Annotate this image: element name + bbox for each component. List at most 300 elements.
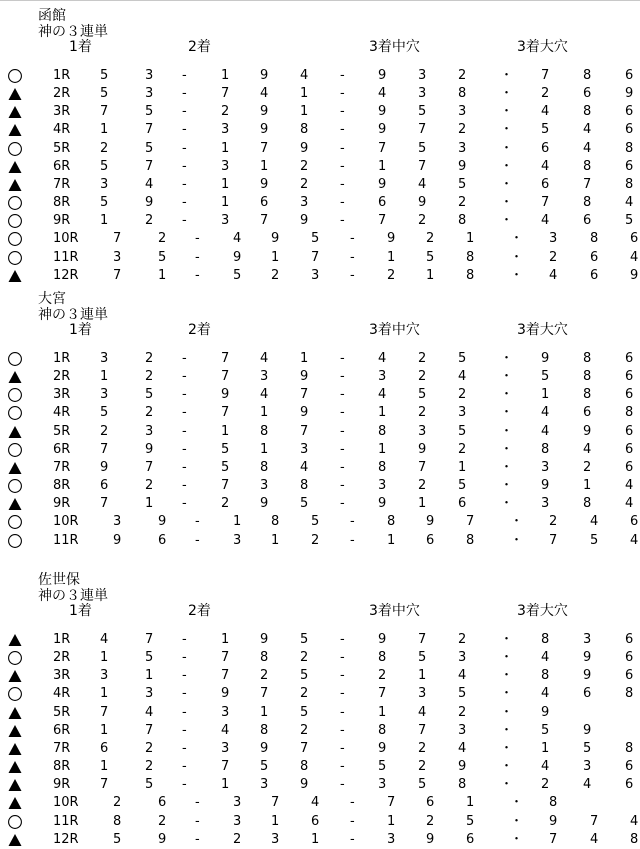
second-place-pick: 3 — [311, 267, 320, 283]
circle-mark-icon — [7, 478, 23, 494]
third-big-longshot-pick: 2 — [549, 249, 558, 265]
third-mid-longshot-pick: 1 — [387, 532, 396, 548]
third-big-longshot-pick: 6 — [625, 122, 634, 138]
second-place-pick: 7 — [221, 650, 230, 666]
race-number: 3R — [53, 104, 71, 120]
second-place-pick: 5 — [311, 231, 320, 247]
triangle-mark-icon — [7, 705, 23, 721]
third-mid-longshot-pick: 9 — [378, 176, 387, 192]
third-mid-longshot-pick: 3 — [378, 777, 387, 793]
third-big-longshot-pick: 7 — [549, 532, 558, 548]
third-mid-longshot-pick: 2 — [418, 213, 427, 229]
third-mid-longshot-pick: 8 — [378, 722, 387, 738]
separator-dash: - — [340, 68, 345, 83]
first-place-pick: 9 — [158, 831, 167, 847]
third-mid-longshot-pick: 1 — [387, 813, 396, 829]
second-place-pick: 9 — [260, 68, 269, 83]
third-big-longshot-pick: 8 — [541, 668, 550, 684]
first-place-pick: 1 — [100, 369, 109, 385]
separator-dot: ・ — [500, 176, 514, 192]
third-big-longshot-pick: 6 — [625, 668, 634, 684]
first-place-pick: 7 — [145, 122, 154, 138]
first-place-pick: 7 — [100, 704, 109, 720]
first-place-pick: 7 — [113, 231, 122, 247]
separator-dash: - — [182, 668, 187, 684]
separator-dot: ・ — [500, 441, 514, 457]
second-place-pick: 3 — [260, 369, 269, 385]
third-big-longshot-pick: 6 — [625, 158, 634, 174]
race-row — [0, 194, 640, 212]
third-big-longshot-pick: 3 — [541, 459, 550, 475]
second-place-pick: 7 — [221, 351, 230, 366]
third-big-longshot-pick: 8 — [541, 632, 550, 647]
separator-dot: ・ — [510, 831, 524, 847]
separator-dot: ・ — [500, 122, 514, 138]
second-place-pick: 8 — [300, 759, 309, 775]
third-mid-longshot-pick: 1 — [378, 704, 387, 720]
separator-dot: ・ — [510, 267, 524, 283]
race-number: 9R — [53, 496, 71, 512]
separator-dot: ・ — [500, 740, 514, 756]
race-row — [0, 441, 640, 459]
column-header-first: 1着 — [69, 322, 92, 338]
third-mid-longshot-pick: 4 — [378, 351, 387, 366]
separator-dash: - — [195, 249, 200, 265]
race-number: 7R — [53, 176, 71, 192]
column-header-big: 3着大穴 — [517, 603, 568, 619]
venue-name: 函館 — [38, 8, 66, 24]
separator-dash: - — [182, 686, 187, 702]
race-row — [0, 667, 640, 685]
race-number: 4R — [53, 686, 71, 702]
third-mid-longshot-pick: 2 — [378, 668, 387, 684]
second-place-pick: 3 — [260, 777, 269, 793]
third-mid-longshot-pick: 8 — [378, 423, 387, 439]
second-place-pick: 4 — [300, 459, 309, 475]
separator-dot: ・ — [500, 104, 514, 120]
separator-dash: - — [350, 813, 355, 829]
circle-mark-icon — [7, 68, 23, 84]
second-place-pick: 3 — [221, 213, 230, 229]
third-mid-longshot-pick: 9 — [426, 514, 435, 530]
second-place-pick: 4 — [300, 68, 309, 83]
third-big-longshot-pick: 4 — [541, 423, 550, 439]
race-number: 8R — [53, 195, 71, 211]
separator-dash: - — [195, 514, 200, 530]
separator-dash: - — [340, 478, 345, 494]
first-place-pick: 3 — [100, 387, 109, 403]
race-row — [0, 740, 640, 758]
second-place-pick: 7 — [221, 369, 230, 385]
second-place-pick: 2 — [311, 532, 320, 548]
separator-dash: - — [182, 140, 187, 156]
separator-dot: ・ — [500, 213, 514, 229]
third-mid-longshot-pick: 2 — [458, 122, 467, 138]
first-place-pick: 3 — [145, 423, 154, 439]
separator-dot: ・ — [500, 140, 514, 156]
third-mid-longshot-pick: 2 — [458, 441, 467, 457]
section-subtitle: 神の３連単 — [38, 588, 108, 604]
third-big-longshot-pick: 5 — [625, 213, 634, 229]
second-place-pick: 1 — [271, 532, 280, 548]
first-place-pick: 7 — [100, 441, 109, 457]
third-mid-longshot-pick: 7 — [418, 722, 427, 738]
race-row — [0, 631, 640, 649]
race-row — [0, 477, 640, 495]
first-place-pick: 2 — [145, 351, 154, 366]
third-big-longshot-pick: 1 — [583, 478, 592, 494]
third-big-longshot-pick: 3 — [583, 759, 592, 775]
second-place-pick: 1 — [300, 104, 309, 120]
separator-dot: ・ — [500, 478, 514, 494]
first-place-pick: 3 — [145, 686, 154, 702]
separator-dot: ・ — [500, 158, 514, 174]
third-big-longshot-pick: 5 — [541, 722, 550, 738]
race-number: 12R — [53, 267, 79, 283]
third-big-longshot-pick: 4 — [549, 267, 558, 283]
first-place-pick: 6 — [158, 532, 167, 548]
first-place-pick: 3 — [145, 68, 154, 83]
third-big-longshot-pick: 3 — [541, 496, 550, 512]
third-mid-longshot-pick: 3 — [418, 86, 427, 102]
triangle-mark-icon — [7, 759, 23, 775]
section-subtitle: 神の３連単 — [38, 24, 108, 40]
separator-dash: - — [340, 195, 345, 211]
third-mid-longshot-pick: 6 — [426, 532, 435, 548]
third-mid-longshot-pick: 1 — [466, 231, 475, 247]
first-place-pick: 2 — [100, 140, 109, 156]
second-place-pick: 1 — [300, 351, 309, 366]
third-mid-longshot-pick: 1 — [387, 249, 396, 265]
second-place-pick: 3 — [300, 441, 309, 457]
second-place-pick: 1 — [260, 158, 269, 174]
race-row — [0, 249, 640, 267]
second-place-pick: 4 — [233, 231, 242, 247]
separator-dash: - — [340, 777, 345, 793]
third-big-longshot-pick: 6 — [541, 176, 550, 192]
separator-dash: - — [182, 68, 187, 83]
third-big-longshot-pick: 6 — [625, 632, 634, 647]
separator-dash: - — [182, 122, 187, 138]
third-mid-longshot-pick: 9 — [387, 231, 396, 247]
separator-dash: - — [195, 231, 200, 247]
column-header-mid: 3着中穴 — [369, 39, 420, 55]
second-place-pick: 9 — [260, 740, 269, 756]
second-place-pick: 9 — [300, 213, 309, 229]
third-mid-longshot-pick: 7 — [378, 213, 387, 229]
third-mid-longshot-pick: 8 — [458, 213, 467, 229]
separator-dash: - — [350, 249, 355, 265]
third-mid-longshot-pick: 1 — [418, 668, 427, 684]
separator-dash: - — [182, 704, 187, 720]
column-header-second: 2着 — [188, 39, 211, 55]
third-big-longshot-pick: 6 — [583, 686, 592, 702]
race-row — [0, 794, 640, 812]
separator-dot: ・ — [500, 351, 514, 366]
third-mid-longshot-pick: 3 — [458, 140, 467, 156]
first-place-pick: 3 — [100, 668, 109, 684]
triangle-mark-icon — [7, 268, 23, 284]
third-mid-longshot-pick: 5 — [458, 351, 467, 366]
first-place-pick: 7 — [100, 496, 109, 512]
first-place-pick: 6 — [158, 795, 167, 811]
second-place-pick: 1 — [233, 514, 242, 530]
second-place-pick: 7 — [271, 795, 280, 811]
second-place-pick: 3 — [233, 795, 242, 811]
separator-dash: - — [340, 387, 345, 403]
triangle-mark-icon — [7, 777, 23, 793]
second-place-pick: 1 — [260, 704, 269, 720]
second-place-pick: 7 — [221, 759, 230, 775]
column-header-first: 1着 — [69, 603, 92, 619]
first-place-pick: 1 — [100, 650, 109, 666]
separator-dash: - — [340, 650, 345, 666]
second-place-pick: 2 — [300, 686, 309, 702]
first-place-pick: 3 — [113, 514, 122, 530]
third-mid-longshot-pick: 9 — [418, 441, 427, 457]
second-place-pick: 6 — [311, 813, 320, 829]
race-row — [0, 685, 640, 703]
separator-dash: - — [182, 740, 187, 756]
separator-dash: - — [195, 813, 200, 829]
third-mid-longshot-pick: 1 — [458, 459, 467, 475]
race-number: 7R — [53, 459, 71, 475]
third-big-longshot-pick: 8 — [583, 387, 592, 403]
separator-dash: - — [195, 795, 200, 811]
second-place-pick: 9 — [221, 686, 230, 702]
third-mid-longshot-pick: 5 — [418, 387, 427, 403]
race-number: 2R — [53, 86, 71, 102]
race-row — [0, 267, 640, 285]
race-row — [0, 176, 640, 194]
race-number: 10R — [53, 514, 79, 530]
third-big-longshot-pick: 3 — [583, 632, 592, 647]
second-place-pick: 9 — [260, 632, 269, 647]
separator-dot: ・ — [510, 532, 524, 548]
second-place-pick: 2 — [260, 668, 269, 684]
second-place-pick: 1 — [221, 68, 230, 83]
third-big-longshot-pick: 5 — [583, 740, 592, 756]
second-place-pick: 9 — [300, 405, 309, 421]
third-mid-longshot-pick: 9 — [426, 831, 435, 847]
third-big-longshot-pick: 9 — [630, 267, 639, 283]
third-mid-longshot-pick: 4 — [458, 369, 467, 385]
third-big-longshot-pick: 8 — [590, 231, 599, 247]
triangle-mark-icon — [7, 496, 23, 512]
third-big-longshot-pick: 4 — [541, 759, 550, 775]
circle-mark-icon — [7, 195, 23, 211]
triangle-mark-icon — [7, 369, 23, 385]
separator-dash: - — [182, 176, 187, 192]
separator-dash: - — [182, 441, 187, 457]
triangle-mark-icon — [7, 741, 23, 757]
race-row — [0, 423, 640, 441]
third-big-longshot-pick: 8 — [625, 740, 634, 756]
separator-dash: - — [182, 777, 187, 793]
circle-mark-icon — [7, 231, 23, 247]
race-row — [0, 649, 640, 667]
second-place-pick: 2 — [300, 176, 309, 192]
separator-dash: - — [182, 351, 187, 366]
third-mid-longshot-pick: 7 — [418, 158, 427, 174]
third-big-longshot-pick: 6 — [590, 249, 599, 265]
second-place-pick: 7 — [300, 423, 309, 439]
second-place-pick: 1 — [221, 176, 230, 192]
separator-dash: - — [350, 831, 355, 847]
race-row — [0, 722, 640, 740]
separator-dash: - — [182, 195, 187, 211]
third-big-longshot-pick: 6 — [541, 140, 550, 156]
first-place-pick: 2 — [145, 759, 154, 775]
race-row — [0, 513, 640, 531]
third-mid-longshot-pick: 1 — [378, 441, 387, 457]
second-place-pick: 7 — [221, 668, 230, 684]
third-mid-longshot-pick: 4 — [378, 86, 387, 102]
third-mid-longshot-pick: 8 — [458, 777, 467, 793]
third-big-longshot-pick: 6 — [625, 387, 634, 403]
second-place-pick: 9 — [221, 387, 230, 403]
third-mid-longshot-pick: 2 — [426, 813, 435, 829]
third-big-longshot-pick: 2 — [541, 86, 550, 102]
triangle-mark-icon — [7, 832, 23, 848]
third-big-longshot-pick: 9 — [549, 813, 558, 829]
first-place-pick: 2 — [145, 369, 154, 385]
second-place-pick: 1 — [260, 405, 269, 421]
race-number: 11R — [53, 249, 79, 265]
third-mid-longshot-pick: 9 — [418, 195, 427, 211]
third-mid-longshot-pick: 2 — [418, 351, 427, 366]
first-place-pick: 9 — [113, 532, 122, 548]
third-mid-longshot-pick: 5 — [466, 813, 475, 829]
first-place-pick: 2 — [100, 423, 109, 439]
second-place-pick: 5 — [300, 496, 309, 512]
triangle-mark-icon — [7, 86, 23, 102]
third-big-longshot-pick: 6 — [625, 759, 634, 775]
third-big-longshot-pick: 9 — [583, 423, 592, 439]
race-row — [0, 704, 640, 722]
third-big-longshot-pick: 4 — [541, 686, 550, 702]
third-big-longshot-pick: 7 — [541, 195, 550, 211]
circle-mark-icon — [7, 533, 23, 549]
third-big-longshot-pick: 4 — [625, 496, 634, 512]
second-place-pick: 5 — [300, 704, 309, 720]
circle-mark-icon — [7, 405, 23, 421]
third-big-longshot-pick: 7 — [549, 831, 558, 847]
third-mid-longshot-pick: 4 — [418, 704, 427, 720]
separator-dot: ・ — [500, 496, 514, 512]
third-mid-longshot-pick: 3 — [378, 369, 387, 385]
separator-dot: ・ — [500, 68, 514, 83]
separator-dot: ・ — [500, 86, 514, 102]
third-mid-longshot-pick: 8 — [387, 514, 396, 530]
third-mid-longshot-pick: 9 — [378, 740, 387, 756]
third-mid-longshot-pick: 7 — [418, 459, 427, 475]
first-place-pick: 1 — [100, 213, 109, 229]
third-big-longshot-pick: 9 — [583, 650, 592, 666]
second-place-pick: 9 — [300, 140, 309, 156]
third-mid-longshot-pick: 8 — [466, 532, 475, 548]
first-place-pick: 5 — [100, 158, 109, 174]
first-place-pick: 9 — [158, 514, 167, 530]
race-row — [0, 230, 640, 248]
third-big-longshot-pick: 4 — [583, 777, 592, 793]
third-big-longshot-pick: 4 — [590, 514, 599, 530]
third-big-longshot-pick: 5 — [541, 369, 550, 385]
race-number: 10R — [53, 231, 79, 247]
race-row — [0, 368, 640, 386]
triangle-mark-icon — [7, 795, 23, 811]
second-place-pick: 3 — [221, 158, 230, 174]
third-mid-longshot-pick: 8 — [378, 650, 387, 666]
third-mid-longshot-pick: 2 — [458, 632, 467, 647]
third-mid-longshot-pick: 4 — [458, 668, 467, 684]
third-mid-longshot-pick: 5 — [418, 140, 427, 156]
race-number: 5R — [53, 423, 71, 439]
second-place-pick: 2 — [233, 831, 242, 847]
circle-mark-icon — [7, 686, 23, 702]
separator-dot: ・ — [510, 813, 524, 829]
third-mid-longshot-pick: 4 — [458, 740, 467, 756]
separator-dash: - — [340, 351, 345, 366]
third-big-longshot-pick: 4 — [630, 249, 639, 265]
third-big-longshot-pick: 4 — [630, 813, 639, 829]
second-place-pick: 9 — [260, 496, 269, 512]
third-mid-longshot-pick: 2 — [418, 759, 427, 775]
third-big-longshot-pick: 4 — [625, 478, 634, 494]
third-mid-longshot-pick: 9 — [458, 759, 467, 775]
separator-dot: ・ — [510, 795, 524, 811]
third-mid-longshot-pick: 4 — [418, 176, 427, 192]
race-row — [0, 140, 640, 158]
third-mid-longshot-pick: 7 — [466, 514, 475, 530]
race-number: 1R — [53, 632, 71, 647]
third-mid-longshot-pick: 8 — [466, 249, 475, 265]
circle-mark-icon — [7, 351, 23, 367]
third-mid-longshot-pick: 9 — [378, 104, 387, 120]
third-mid-longshot-pick: 6 — [426, 795, 435, 811]
third-big-longshot-pick: 9 — [625, 86, 634, 102]
race-number: 4R — [53, 405, 71, 421]
third-big-longshot-pick: 1 — [541, 387, 550, 403]
third-mid-longshot-pick: 2 — [418, 478, 427, 494]
second-place-pick: 7 — [221, 86, 230, 102]
third-mid-longshot-pick: 1 — [466, 795, 475, 811]
race-row — [0, 212, 640, 230]
second-place-pick: 8 — [300, 122, 309, 138]
second-place-pick: 1 — [221, 632, 230, 647]
separator-dot: ・ — [500, 369, 514, 385]
second-place-pick: 9 — [233, 249, 242, 265]
race-number: 11R — [53, 532, 79, 548]
second-place-pick: 1 — [221, 195, 230, 211]
third-big-longshot-pick: 8 — [630, 831, 639, 847]
first-place-pick: 1 — [145, 496, 154, 512]
third-big-longshot-pick: 7 — [590, 813, 599, 829]
second-place-pick: 7 — [311, 249, 320, 265]
separator-dash: - — [350, 795, 355, 811]
third-mid-longshot-pick: 5 — [458, 478, 467, 494]
first-place-pick: 5 — [100, 405, 109, 421]
third-mid-longshot-pick: 1 — [418, 496, 427, 512]
separator-dot: ・ — [500, 650, 514, 666]
third-big-longshot-pick: 6 — [625, 104, 634, 120]
venue-name: 大宮 — [38, 291, 66, 307]
third-mid-longshot-pick: 1 — [426, 267, 435, 283]
third-mid-longshot-pick: 9 — [378, 632, 387, 647]
first-place-pick: 4 — [145, 704, 154, 720]
third-big-longshot-pick: 4 — [583, 122, 592, 138]
second-place-pick: 1 — [311, 831, 320, 847]
